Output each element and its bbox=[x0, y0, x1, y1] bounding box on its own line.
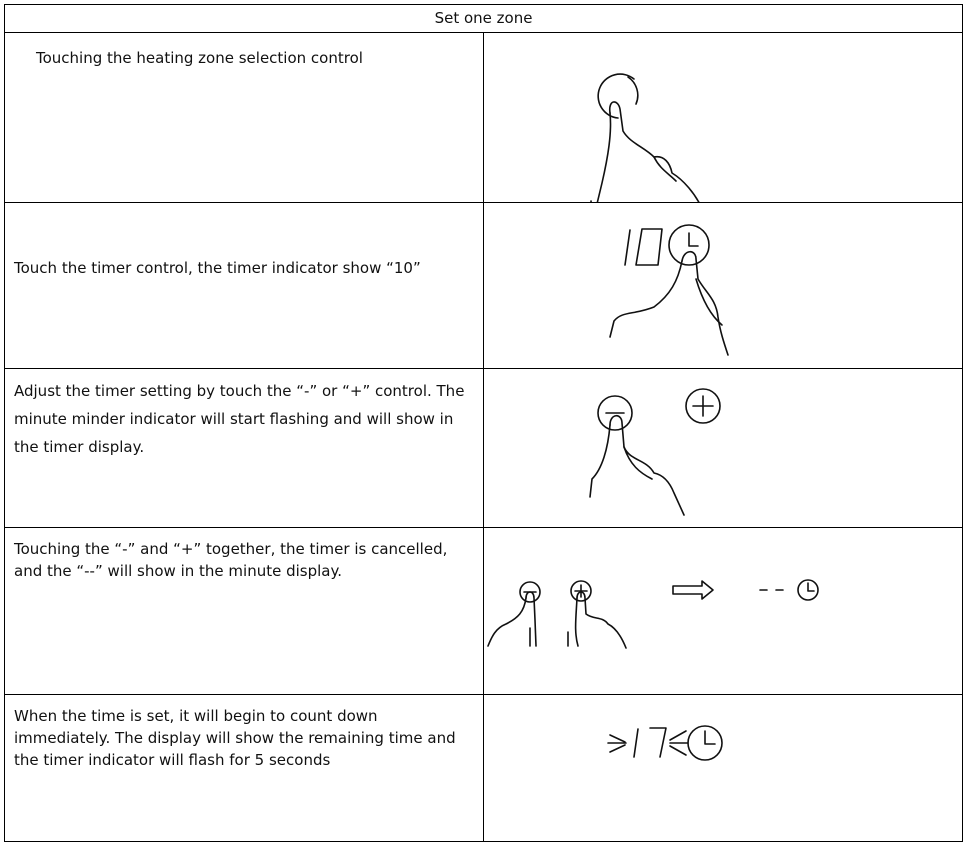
timer-indicator-icon bbox=[798, 580, 818, 600]
minus-plus-touch-icon bbox=[484, 369, 838, 527]
arrow-right-icon bbox=[673, 581, 713, 599]
finger-touching-zone-icon bbox=[484, 33, 838, 202]
step-text-4: Touching the “-” and “+” together, the timer is cancelled, and the “--” will show in the minute display. bbox=[5, 528, 484, 695]
minus-control-icon bbox=[598, 396, 632, 430]
countdown-flash-icon bbox=[484, 695, 838, 841]
instruction-table bbox=[4, 4, 963, 847]
step-text-2: Touch the timer control, the timer indicator show “10” bbox=[5, 203, 484, 369]
step-text-5: When the time is set, it will begin to count down immediately. The display will show the remaining time and the timer indicator will flash for 5 seconds bbox=[5, 695, 484, 842]
table-row bbox=[5, 33, 963, 203]
flash-marks-left bbox=[608, 735, 626, 752]
table-header bbox=[5, 5, 963, 33]
step-text-3: Adjust the timer setting by touch the “-” or “+” control. The minute minder indicator will start flashing and will show in the timer display. bbox=[5, 369, 484, 528]
table-row bbox=[5, 695, 963, 842]
timer-touch-icon bbox=[484, 203, 838, 368]
table-row bbox=[5, 203, 963, 369]
step-illustration-5 bbox=[484, 695, 963, 842]
step-illustration-2 bbox=[484, 203, 963, 369]
table-row bbox=[5, 528, 963, 695]
step-illustration-1 bbox=[484, 33, 963, 203]
timer-indicator-icon bbox=[688, 726, 722, 760]
flash-marks-right bbox=[670, 731, 688, 755]
table-row bbox=[5, 369, 963, 528]
step-illustration-4 bbox=[484, 528, 963, 695]
step-text-1: Touching the heating zone selection control bbox=[5, 33, 484, 203]
plus-control-icon bbox=[686, 389, 720, 423]
plus-control-icon bbox=[571, 581, 591, 601]
table-title: Set one zone bbox=[434, 9, 533, 27]
digit-display-10 bbox=[625, 229, 662, 265]
cancel-timer-icon bbox=[484, 528, 838, 694]
step-illustration-3 bbox=[484, 369, 963, 528]
digit-display-17 bbox=[634, 728, 666, 757]
